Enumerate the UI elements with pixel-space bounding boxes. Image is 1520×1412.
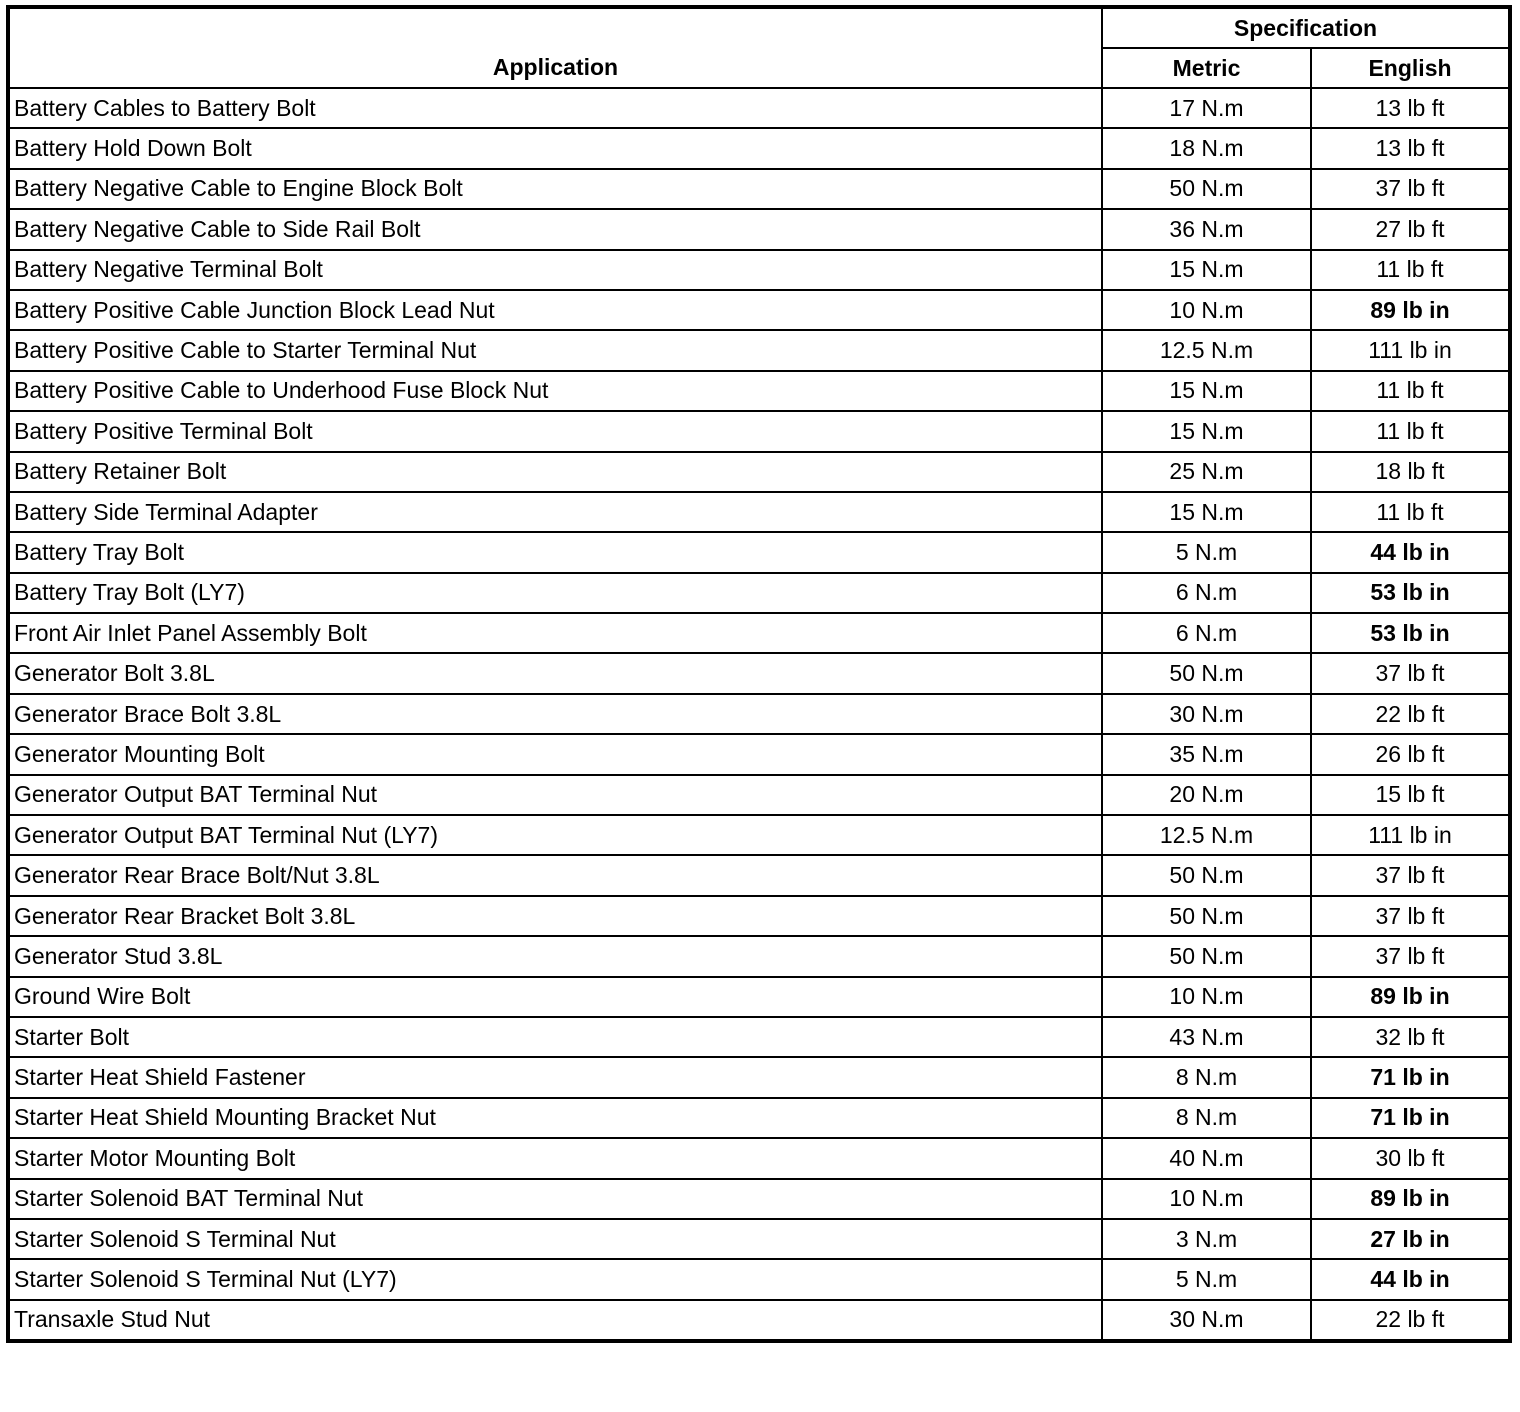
- metric-value-cell: 43 N.m: [1102, 1017, 1311, 1057]
- table-row: [8, 977, 1510, 1017]
- metric-value-cell: 12.5 N.m: [1102, 330, 1311, 370]
- table-row: [8, 1098, 1510, 1138]
- metric-value-cell: 15 N.m: [1102, 250, 1311, 290]
- application-cell: Ground Wire Bolt: [8, 977, 1102, 1017]
- table-row: [8, 1179, 1510, 1219]
- metric-value-cell: 8 N.m: [1102, 1098, 1311, 1138]
- english-value-cell: 11 lb ft: [1311, 492, 1510, 532]
- metric-value-cell: 6 N.m: [1102, 573, 1311, 613]
- table-header: [8, 7, 1510, 88]
- table-row: [8, 330, 1510, 370]
- table-row: [8, 290, 1510, 330]
- metric-value-cell: 50 N.m: [1102, 653, 1311, 693]
- metric-value-cell: 8 N.m: [1102, 1057, 1311, 1097]
- metric-value-cell: 10 N.m: [1102, 290, 1311, 330]
- table-row: [8, 532, 1510, 572]
- metric-column-header: Metric: [1102, 48, 1311, 88]
- application-cell: Battery Side Terminal Adapter: [8, 492, 1102, 532]
- table-row: [8, 1259, 1510, 1299]
- application-cell: Front Air Inlet Panel Assembly Bolt: [8, 613, 1102, 653]
- metric-value-cell: 50 N.m: [1102, 936, 1311, 976]
- metric-value-cell: 25 N.m: [1102, 452, 1311, 492]
- english-value-cell: 89 lb in: [1311, 290, 1510, 330]
- table-row: [8, 1300, 1510, 1341]
- application-cell: Battery Positive Cable Junction Block Lead Nut: [8, 290, 1102, 330]
- application-cell: Generator Output BAT Terminal Nut: [8, 775, 1102, 815]
- english-value-cell: 89 lb in: [1311, 1179, 1510, 1219]
- english-value-cell: 13 lb ft: [1311, 88, 1510, 128]
- english-value-cell: 27 lb ft: [1311, 209, 1510, 249]
- english-value-cell: 71 lb in: [1311, 1098, 1510, 1138]
- application-cell: Starter Solenoid BAT Terminal Nut: [8, 1179, 1102, 1219]
- application-cell: Starter Solenoid S Terminal Nut: [8, 1219, 1102, 1259]
- table-row: [8, 411, 1510, 451]
- application-cell: Battery Positive Cable to Underhood Fuse Block Nut: [8, 371, 1102, 411]
- application-cell: Starter Heat Shield Fastener: [8, 1057, 1102, 1097]
- application-cell: Generator Rear Bracket Bolt 3.8L: [8, 896, 1102, 936]
- metric-value-cell: 6 N.m: [1102, 613, 1311, 653]
- english-value-cell: 32 lb ft: [1311, 1017, 1510, 1057]
- application-cell: Generator Output BAT Terminal Nut (LY7): [8, 815, 1102, 855]
- english-value-cell: 11 lb ft: [1311, 411, 1510, 451]
- application-cell: Generator Stud 3.8L: [8, 936, 1102, 976]
- table-row: [8, 169, 1510, 209]
- table-row: [8, 492, 1510, 532]
- table-row: [8, 88, 1510, 128]
- metric-value-cell: 3 N.m: [1102, 1219, 1311, 1259]
- english-value-cell: 30 lb ft: [1311, 1138, 1510, 1178]
- english-value-cell: 37 lb ft: [1311, 169, 1510, 209]
- english-value-cell: 27 lb in: [1311, 1219, 1510, 1259]
- metric-value-cell: 36 N.m: [1102, 209, 1311, 249]
- table-row: [8, 1057, 1510, 1097]
- english-value-cell: 71 lb in: [1311, 1057, 1510, 1097]
- application-cell: Starter Motor Mounting Bolt: [8, 1138, 1102, 1178]
- metric-value-cell: 12.5 N.m: [1102, 815, 1311, 855]
- table-row: [8, 734, 1510, 774]
- metric-value-cell: 50 N.m: [1102, 855, 1311, 895]
- metric-value-cell: 15 N.m: [1102, 411, 1311, 451]
- table-row: [8, 128, 1510, 168]
- metric-value-cell: 50 N.m: [1102, 169, 1311, 209]
- application-cell: Starter Solenoid S Terminal Nut (LY7): [8, 1259, 1102, 1299]
- application-cell: Battery Retainer Bolt: [8, 452, 1102, 492]
- english-value-cell: 26 lb ft: [1311, 734, 1510, 774]
- english-value-cell: 37 lb ft: [1311, 855, 1510, 895]
- english-value-cell: 18 lb ft: [1311, 452, 1510, 492]
- application-cell: Starter Bolt: [8, 1017, 1102, 1057]
- metric-value-cell: 30 N.m: [1102, 1300, 1311, 1341]
- table-row: [8, 855, 1510, 895]
- english-value-cell: 111 lb in: [1311, 815, 1510, 855]
- metric-value-cell: 18 N.m: [1102, 128, 1311, 168]
- table-row: [8, 250, 1510, 290]
- table-row: [8, 209, 1510, 249]
- english-column-header: English: [1311, 48, 1510, 88]
- english-value-cell: 15 lb ft: [1311, 775, 1510, 815]
- metric-value-cell: 50 N.m: [1102, 896, 1311, 936]
- application-cell: Generator Bolt 3.8L: [8, 653, 1102, 693]
- table-row: [8, 815, 1510, 855]
- english-value-cell: 89 lb in: [1311, 977, 1510, 1017]
- metric-value-cell: 15 N.m: [1102, 371, 1311, 411]
- english-value-cell: 37 lb ft: [1311, 896, 1510, 936]
- english-value-cell: 111 lb in: [1311, 330, 1510, 370]
- application-cell: Generator Brace Bolt 3.8L: [8, 694, 1102, 734]
- metric-value-cell: 10 N.m: [1102, 1179, 1311, 1219]
- table-row: [8, 371, 1510, 411]
- metric-value-cell: 35 N.m: [1102, 734, 1311, 774]
- english-value-cell: 37 lb ft: [1311, 653, 1510, 693]
- table-row: [8, 573, 1510, 613]
- table-row: [8, 1138, 1510, 1178]
- table-row: [8, 775, 1510, 815]
- english-value-cell: 37 lb ft: [1311, 936, 1510, 976]
- english-value-cell: 53 lb in: [1311, 613, 1510, 653]
- application-cell: Battery Cables to Battery Bolt: [8, 88, 1102, 128]
- application-cell: Battery Negative Cable to Side Rail Bolt: [8, 209, 1102, 249]
- table-row: [8, 694, 1510, 734]
- english-value-cell: 13 lb ft: [1311, 128, 1510, 168]
- english-value-cell: 22 lb ft: [1311, 694, 1510, 734]
- application-cell: Battery Tray Bolt (LY7): [8, 573, 1102, 613]
- table-row: [8, 1219, 1510, 1259]
- table-row: [8, 452, 1510, 492]
- application-cell: Generator Rear Brace Bolt/Nut 3.8L: [8, 855, 1102, 895]
- metric-value-cell: 5 N.m: [1102, 532, 1311, 572]
- table-row: [8, 613, 1510, 653]
- english-value-cell: 22 lb ft: [1311, 1300, 1510, 1341]
- application-column-header: Application: [8, 7, 1102, 88]
- application-cell: Battery Positive Terminal Bolt: [8, 411, 1102, 451]
- metric-value-cell: 30 N.m: [1102, 694, 1311, 734]
- header-row-top: [8, 7, 1510, 48]
- application-cell: Transaxle Stud Nut: [8, 1300, 1102, 1341]
- english-value-cell: 53 lb in: [1311, 573, 1510, 613]
- application-cell: Battery Tray Bolt: [8, 532, 1102, 572]
- metric-value-cell: 17 N.m: [1102, 88, 1311, 128]
- english-value-cell: 44 lb in: [1311, 532, 1510, 572]
- application-cell: Battery Negative Cable to Engine Block Bolt: [8, 169, 1102, 209]
- application-cell: Generator Mounting Bolt: [8, 734, 1102, 774]
- application-cell: Battery Positive Cable to Starter Terminal Nut: [8, 330, 1102, 370]
- metric-value-cell: 15 N.m: [1102, 492, 1311, 532]
- specification-column-header: Specification: [1102, 7, 1510, 48]
- metric-value-cell: 5 N.m: [1102, 1259, 1311, 1299]
- application-cell: Battery Negative Terminal Bolt: [8, 250, 1102, 290]
- metric-value-cell: 40 N.m: [1102, 1138, 1311, 1178]
- application-cell: Starter Heat Shield Mounting Bracket Nut: [8, 1098, 1102, 1138]
- application-cell: Battery Hold Down Bolt: [8, 128, 1102, 168]
- table-body: [8, 88, 1510, 1341]
- fastener-torque-spec-table: [6, 5, 1512, 1343]
- english-value-cell: 11 lb ft: [1311, 371, 1510, 411]
- table-row: [8, 936, 1510, 976]
- table-row: [8, 896, 1510, 936]
- english-value-cell: 11 lb ft: [1311, 250, 1510, 290]
- table-row: [8, 653, 1510, 693]
- english-value-cell: 44 lb in: [1311, 1259, 1510, 1299]
- table-row: [8, 1017, 1510, 1057]
- metric-value-cell: 10 N.m: [1102, 977, 1311, 1017]
- metric-value-cell: 20 N.m: [1102, 775, 1311, 815]
